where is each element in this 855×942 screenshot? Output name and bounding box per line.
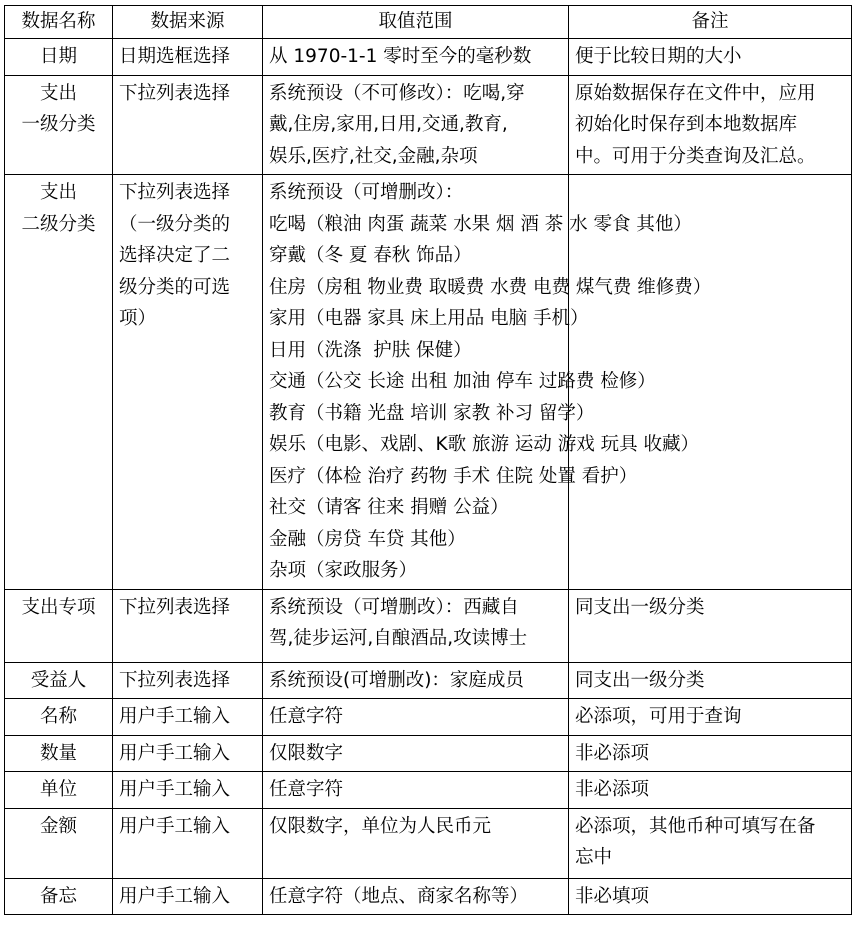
cell-text-line: 同支出一级分类	[575, 669, 705, 691]
cell-text-line: 非必添项	[575, 742, 650, 764]
cell-remarks	[569, 735, 852, 772]
cell-text-line: 下拉列表选择	[119, 182, 231, 203]
header-value-range: 取值范围	[263, 6, 569, 39]
cell-data-name	[5, 39, 113, 76]
cell-value-range	[263, 75, 569, 175]
cell-text-line: 家用（电器 家具 床上用品 电脑 手机）	[269, 308, 589, 329]
cell-text-line: 任意字符（地点、商家名称等）	[269, 885, 529, 907]
cell-data-name	[5, 589, 113, 662]
cell-text-line: 名称	[39, 706, 77, 727]
cell-data-source	[113, 662, 263, 699]
cell-text-line: 初始化时保存到本地数据库	[575, 114, 798, 135]
cell-text-line: 必添项，可用于查询	[575, 706, 742, 727]
cell-data-source	[113, 175, 263, 590]
header-row	[5, 6, 852, 39]
cell-text-line: 日用（洗涤 护肤 保健）	[269, 339, 472, 361]
cell-text-line: 系统预设（不可修改）：吃喝,穿	[269, 82, 525, 104]
cell-text-line: 娱乐（电影、戏剧、K歌 旅游 运动 游戏 玩具 收藏）	[269, 434, 700, 455]
table-row	[5, 808, 852, 878]
cell-text-line: 非必填项	[575, 885, 650, 907]
cell-text-line: 下拉列表选择	[119, 669, 231, 691]
cell-text-line: 用户手工输入	[119, 815, 231, 837]
cell-remarks	[569, 878, 852, 915]
cell-text-line: 戴,住房,家用,日用,交通,教育,	[269, 114, 508, 135]
data-spec-table	[4, 5, 852, 915]
cell-data-source	[113, 39, 263, 76]
cell-text-line: 必添项，其他币种可填写在备	[575, 815, 816, 837]
cell-text-line: 从 1970-1-1 零时至今的毫秒数	[269, 46, 532, 67]
cell-data-source	[113, 772, 263, 809]
cell-data-name	[5, 878, 113, 915]
cell-data-name	[5, 175, 113, 590]
cell-text-line: 仅限数字	[269, 742, 344, 764]
cell-text-line: 下拉列表选择	[119, 596, 231, 618]
cell-text-line: 社交（请客 往来 捐赠 公益）	[269, 497, 509, 518]
table-row	[5, 662, 852, 699]
cell-value-range	[263, 808, 569, 878]
table-row	[5, 772, 852, 809]
cell-text-line: 用户手工输入	[119, 779, 231, 800]
cell-text-line: 系统预设（可增删改）：	[269, 182, 464, 203]
cell-text-line: 支出	[39, 182, 77, 203]
cell-data-source	[113, 735, 263, 772]
cell-value-range	[263, 175, 712, 590]
cell-data-source	[113, 878, 263, 915]
cell-text-line: 非必添项	[575, 779, 650, 800]
cell-text-line: 二级分类	[21, 213, 96, 235]
cell-data-name	[5, 772, 113, 809]
cell-value-range	[263, 699, 569, 736]
cell-text-line: 住房（房租 物业费 取暖费 水费 电费 煤气费 维修费）	[269, 276, 712, 298]
cell-remarks	[569, 662, 852, 699]
cell-text-line: 金额	[39, 815, 77, 837]
cell-text-line: 同支出一级分类	[575, 596, 705, 618]
cell-data-name	[5, 808, 113, 878]
cell-data-source	[113, 808, 263, 878]
cell-remarks	[569, 589, 852, 662]
cell-text-line: 下拉列表选择	[119, 82, 231, 104]
cell-text-line: 驾,徒步运河,自酿酒品,攻读博士	[269, 628, 528, 649]
header-data-source: 数据来源	[113, 6, 263, 39]
cell-data-name	[5, 75, 113, 175]
cell-text-line: 医疗（体检 治疗 药物 手术 住院 处置 看护）	[269, 465, 638, 487]
cell-data-source	[113, 75, 263, 175]
cell-remarks	[569, 772, 852, 809]
cell-text-line: 娱乐,医疗,社交,金融,杂项	[269, 145, 478, 167]
table-header	[5, 6, 852, 39]
cell-text-line: 单位	[39, 779, 77, 800]
table-row	[5, 75, 852, 175]
cell-text-line: 中。可用于分类查询及汇总。	[575, 145, 816, 167]
header-data-name: 数据名称	[5, 6, 113, 39]
cell-text-line: 任意字符	[269, 779, 344, 800]
cell-text-line: 级分类的可选	[119, 276, 231, 298]
table-body	[5, 39, 852, 915]
cell-text-line: 系统预设（可增删改）：西藏自	[269, 596, 519, 618]
cell-text-line: 任意字符	[269, 706, 344, 727]
cell-remarks	[569, 39, 852, 76]
cell-value-range	[263, 39, 569, 76]
cell-text-line: 备忘	[39, 885, 77, 907]
cell-text-line: 交通（公交 长途 出租 加油 停车 过路费 检修）	[269, 371, 656, 392]
cell-data-source	[113, 589, 263, 662]
cell-text-line: 教育（书籍 光盘 培训 家教 补习 留学）	[269, 402, 595, 424]
cell-text-line: 项）	[119, 308, 157, 329]
table-row	[5, 175, 852, 590]
cell-text-line: 日期	[39, 46, 77, 67]
cell-text-line: 便于比较日期的大小	[575, 46, 742, 67]
cell-data-name	[5, 699, 113, 736]
cell-text-line: 仅限数字，单位为人民币元	[269, 815, 492, 837]
cell-text-line: 受益人	[30, 669, 87, 691]
cell-text-line: 用户手工输入	[119, 742, 231, 764]
cell-remarks	[569, 808, 852, 878]
table-row	[5, 878, 852, 915]
cell-text-line: 支出专项	[21, 596, 96, 618]
cell-value-range	[263, 662, 569, 699]
cell-text-line: （一级分类的	[119, 213, 231, 235]
cell-text-line: 日期选框选择	[119, 46, 231, 67]
cell-text-line: 一级分类	[21, 114, 96, 135]
cell-value-range	[263, 878, 569, 915]
cell-text-line: 用户手工输入	[119, 885, 231, 907]
cell-text-line: 金融（房贷 车贷 其他）	[269, 528, 466, 550]
table-row	[5, 699, 852, 736]
cell-text-line: 原始数据保存在文件中，应用	[575, 82, 816, 104]
cell-value-range	[263, 772, 569, 809]
cell-text-line: 支出	[39, 82, 77, 104]
cell-remarks	[569, 699, 852, 736]
cell-text-line: 系统预设(可增删改)：家庭成员	[269, 669, 524, 691]
header-remarks: 备注	[569, 6, 852, 39]
cell-data-name	[5, 662, 113, 699]
cell-value-range	[263, 589, 569, 662]
table-row	[5, 735, 852, 772]
table-row	[5, 589, 852, 662]
cell-value-range	[263, 735, 569, 772]
cell-text-line: 用户手工输入	[119, 706, 231, 727]
cell-text-line: 忘中	[575, 847, 613, 868]
cell-text-line: 数量	[39, 742, 77, 764]
cell-text-line: 杂项（家政服务）	[269, 560, 418, 581]
table-row	[5, 39, 852, 76]
cell-text-line: 吃喝（粮油 肉蛋 蔬菜 水果 烟 酒 茶 水 零食 其他）	[269, 213, 692, 235]
cell-data-name	[5, 735, 113, 772]
cell-data-source	[113, 699, 263, 736]
cell-text-line: 穿戴（冬 夏 春秋 饰品）	[269, 245, 472, 266]
cell-remarks	[569, 75, 852, 175]
cell-text-line: 选择决定了二	[119, 245, 231, 266]
